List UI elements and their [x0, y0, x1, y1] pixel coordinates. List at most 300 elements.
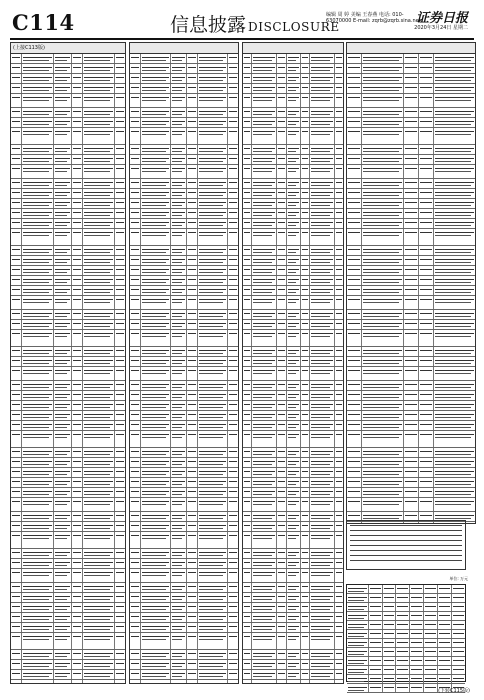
- table-cell: [198, 320, 228, 329]
- table-cell: [198, 613, 228, 622]
- table-cell: [347, 478, 362, 487]
- table-cell: [171, 229, 188, 245]
- table-row: [347, 330, 475, 347]
- table-row: [130, 64, 238, 74]
- table-cell: [347, 421, 362, 430]
- table-cell: [22, 256, 54, 265]
- table-cell: [419, 199, 434, 208]
- table-cell: [171, 367, 188, 380]
- table-cell: [252, 296, 277, 309]
- table-cell: [301, 64, 310, 73]
- table-cell: [310, 256, 335, 265]
- table-cell: [54, 522, 71, 531]
- table-cell: [310, 229, 335, 245]
- table-cell: [252, 613, 277, 622]
- table-cell: [383, 630, 397, 638]
- table-row: [243, 660, 343, 670]
- table-cell: [243, 633, 252, 649]
- table-cell: [11, 559, 22, 568]
- table-cell: [130, 108, 141, 117]
- table-row: [243, 381, 343, 391]
- table-cell: [335, 603, 343, 612]
- table-cell: [419, 246, 434, 255]
- table-cell: [404, 64, 419, 73]
- table-row: [11, 118, 125, 128]
- table-cell: [419, 64, 434, 73]
- table-cell: [310, 165, 335, 178]
- table-cell: [72, 266, 83, 275]
- table-cell: [130, 118, 141, 127]
- table-cell: [310, 155, 335, 164]
- table-row: [347, 54, 475, 64]
- table-cell: [54, 199, 71, 208]
- table-cell: [22, 603, 54, 612]
- table-cell: [198, 512, 228, 521]
- table-row: [243, 179, 343, 189]
- table-cell: [347, 639, 369, 647]
- table-cell: [141, 650, 171, 659]
- table-cell: [396, 657, 410, 665]
- table-cell: [22, 219, 54, 228]
- table-cell: [452, 594, 465, 602]
- table-cell: [243, 680, 252, 684]
- table-row: [347, 594, 465, 603]
- table-cell: [187, 84, 198, 93]
- table-cell: [335, 266, 343, 275]
- table-cell: [310, 189, 335, 198]
- table-cell: [228, 670, 238, 679]
- table-cell: [198, 559, 228, 568]
- table-row: [130, 583, 238, 593]
- table-cell: [83, 347, 115, 356]
- table-cell: [404, 74, 419, 83]
- table-row: [347, 381, 475, 391]
- table-cell: [22, 468, 54, 477]
- table-cell: [130, 54, 141, 63]
- table-cell: [347, 401, 362, 410]
- table-cell: [130, 229, 141, 245]
- table-cell: [252, 448, 277, 457]
- table-cell: [277, 583, 286, 592]
- table-cell: [347, 189, 362, 198]
- table-cell: [228, 179, 238, 188]
- table-row: [11, 532, 125, 549]
- table-row: [130, 229, 238, 246]
- table-cell: [419, 411, 434, 420]
- table-cell: [419, 458, 434, 467]
- table-cell: [369, 684, 383, 692]
- table-cell: [424, 657, 438, 665]
- table-cell: [335, 54, 343, 63]
- table-column-4: [346, 42, 476, 524]
- table-cell: [141, 256, 171, 265]
- table-cell: [130, 680, 141, 684]
- table-cell: [115, 296, 125, 309]
- table-cell: [404, 286, 419, 295]
- table-cell: [11, 431, 22, 447]
- table-cell: [54, 603, 71, 612]
- table-cell: [141, 347, 171, 356]
- table-cell: [252, 310, 277, 319]
- table-cell: [83, 613, 115, 622]
- table-cell: [347, 320, 362, 329]
- table-cell: [171, 633, 188, 649]
- table-cell: [11, 74, 22, 83]
- table-cell: [130, 94, 141, 107]
- table-cell: [277, 155, 286, 164]
- table-cell: [362, 401, 404, 410]
- table-cell: [130, 330, 141, 346]
- table-cell: [404, 296, 419, 309]
- table-cell: [362, 391, 404, 400]
- table-row: [11, 650, 125, 660]
- table-row: [243, 296, 343, 310]
- table-cell: [335, 219, 343, 228]
- table-row: [130, 478, 238, 488]
- table-cell: [335, 583, 343, 592]
- table-cell: [54, 411, 71, 420]
- table-cell: [115, 583, 125, 592]
- table-row: [130, 199, 238, 209]
- table-cell: [130, 347, 141, 356]
- table-cell: [310, 246, 335, 255]
- table-cell: [310, 74, 335, 83]
- table-cell: [310, 498, 335, 511]
- table-cell: [347, 128, 362, 144]
- table-cell: [22, 549, 54, 558]
- table-cell: [130, 421, 141, 430]
- table-cell: [130, 660, 141, 669]
- table-cell: [228, 411, 238, 420]
- table-cell: [228, 391, 238, 400]
- table-cell: [54, 401, 71, 410]
- table-cell: [243, 458, 252, 467]
- newspaper-logo: 证券日报: [415, 11, 468, 26]
- table-row: [130, 256, 238, 266]
- table-cell: [22, 680, 54, 684]
- table-cell: [72, 330, 83, 346]
- table-cell: [228, 448, 238, 457]
- table-cell: [72, 532, 83, 548]
- table-cell: [198, 108, 228, 117]
- table-cell: [301, 347, 310, 356]
- table-cell: [130, 199, 141, 208]
- table-cell: [434, 219, 475, 228]
- table-cell: [171, 569, 188, 582]
- table-cell: [83, 286, 115, 295]
- table-cell: [171, 165, 188, 178]
- table-row: [347, 266, 475, 276]
- table-cell: [419, 431, 434, 447]
- table-cell: [171, 54, 188, 63]
- table-cell: [335, 421, 343, 430]
- table-cell: [22, 108, 54, 117]
- table-cell: [11, 603, 22, 612]
- table-cell: [301, 296, 310, 309]
- table-cell: [72, 401, 83, 410]
- table-cell: [424, 648, 438, 656]
- table-cell: [434, 381, 475, 390]
- table-cell: [243, 189, 252, 198]
- table-cell: [404, 468, 419, 477]
- table-cell: [252, 179, 277, 188]
- table-cell: [171, 128, 188, 144]
- table-cell: [243, 276, 252, 285]
- table-cell: [141, 549, 171, 558]
- table-cell: [252, 84, 277, 93]
- table-row: [243, 118, 343, 128]
- table-row: [130, 108, 238, 118]
- table-row: [11, 128, 125, 145]
- table-row: [347, 468, 475, 478]
- table-cell: [369, 639, 383, 647]
- table-cell: [277, 367, 286, 380]
- table-cell: [419, 118, 434, 127]
- table-row: [11, 74, 125, 84]
- table-cell: [335, 680, 343, 684]
- table-row: [347, 246, 475, 256]
- table-cell: [277, 310, 286, 319]
- table-row: [11, 613, 125, 623]
- table-cell: [11, 498, 22, 511]
- table-row: [243, 670, 343, 680]
- table-cell: [347, 179, 362, 188]
- table-cell: [335, 532, 343, 548]
- table-cell: [252, 347, 277, 356]
- table-cell: [301, 286, 310, 295]
- table-cell: [115, 468, 125, 477]
- table-cell: [171, 155, 188, 164]
- table-cell: [404, 145, 419, 154]
- table-cell: [22, 296, 54, 309]
- table-cell: [362, 458, 404, 467]
- table-cell: [301, 633, 310, 649]
- table-cell: [171, 549, 188, 558]
- table-cell: [228, 165, 238, 178]
- table-cell: [434, 155, 475, 164]
- table-cell: [22, 179, 54, 188]
- table-cell: [22, 330, 54, 346]
- table-row: [130, 391, 238, 401]
- table-cell: [277, 660, 286, 669]
- table-cell: [434, 276, 475, 285]
- table-cell: [362, 411, 404, 420]
- table-cell: [410, 657, 424, 665]
- table-cell: [171, 108, 188, 117]
- table-cell: [301, 613, 310, 622]
- table-cell: [22, 583, 54, 592]
- table-cell: [171, 199, 188, 208]
- table-cell: [11, 155, 22, 164]
- table-cell: [130, 357, 141, 366]
- table-row: [243, 401, 343, 411]
- table-cell: [243, 179, 252, 188]
- table-cell: [287, 128, 301, 144]
- table-cell: [11, 549, 22, 558]
- table-row: [347, 256, 475, 266]
- table-cell: [362, 367, 404, 380]
- table-cell: [243, 246, 252, 255]
- table-cell: [130, 670, 141, 679]
- table-cell: [252, 94, 277, 107]
- table-cell: [228, 633, 238, 649]
- table-cell: [277, 680, 286, 684]
- table-row: [347, 431, 475, 448]
- table-cell: [115, 189, 125, 198]
- table-cell: [335, 74, 343, 83]
- table-cell: [335, 357, 343, 366]
- table-cell: [277, 569, 286, 582]
- table-cell: [277, 421, 286, 430]
- table-cell: [72, 670, 83, 679]
- table-cell: [130, 522, 141, 531]
- table-cell: [347, 108, 362, 117]
- table-cell: [228, 266, 238, 275]
- table-cell: [252, 458, 277, 467]
- table-cell: [54, 108, 71, 117]
- table-row: [130, 330, 238, 347]
- table-cell: [419, 391, 434, 400]
- table-cell: [419, 401, 434, 410]
- table-cell: [252, 488, 277, 497]
- table-cell: [54, 128, 71, 144]
- table-row: [11, 458, 125, 468]
- table-cell: [410, 666, 424, 674]
- table-cell: [347, 165, 362, 178]
- table-cell: [228, 118, 238, 127]
- table-cell: [452, 657, 465, 665]
- table-cell: [419, 367, 434, 380]
- table-cell: [187, 478, 198, 487]
- table-cell: [277, 670, 286, 679]
- table-cell: [243, 613, 252, 622]
- table-row: [130, 633, 238, 650]
- table-row: [130, 549, 238, 559]
- table-cell: [141, 54, 171, 63]
- table-cell: [72, 421, 83, 430]
- table-cell: [434, 118, 475, 127]
- table-row: [130, 219, 238, 229]
- table-cell: [115, 199, 125, 208]
- table-cell: [243, 155, 252, 164]
- table-cell: [72, 512, 83, 521]
- table-cell: [419, 145, 434, 154]
- table-cell: [252, 660, 277, 669]
- table-cell: [287, 54, 301, 63]
- table-cell: [347, 411, 362, 420]
- table-cell: [72, 569, 83, 582]
- table-cell: [187, 367, 198, 380]
- table-cell: [301, 266, 310, 275]
- table-cell: [301, 246, 310, 255]
- table-cell: [11, 54, 22, 63]
- table-row: [347, 145, 475, 155]
- table-cell: [11, 468, 22, 477]
- table-cell: [83, 522, 115, 531]
- table-cell: [198, 411, 228, 420]
- table-row: [347, 657, 465, 666]
- table-cell: [434, 246, 475, 255]
- table-cell: [252, 583, 277, 592]
- table-cell: [54, 219, 71, 228]
- table-cell: [277, 165, 286, 178]
- table-cell: [287, 512, 301, 521]
- table-cell: [404, 189, 419, 198]
- table-cell: [419, 108, 434, 117]
- table-row: [11, 583, 125, 593]
- table-cell: [11, 145, 22, 154]
- table-row: [243, 593, 343, 603]
- table-row: [130, 320, 238, 330]
- table-cell: [187, 118, 198, 127]
- table-cell: [410, 648, 424, 656]
- table-cell: [141, 569, 171, 582]
- table-cell: [22, 478, 54, 487]
- table-cell: [287, 367, 301, 380]
- table-cell: [252, 532, 277, 548]
- table-cell: [438, 594, 452, 602]
- table-cell: [141, 179, 171, 188]
- table-cell: [83, 266, 115, 275]
- table-cell: [115, 421, 125, 430]
- table-cell: [228, 286, 238, 295]
- table-cell: [130, 468, 141, 477]
- table-cell: [228, 421, 238, 430]
- table-cell: [72, 179, 83, 188]
- table-row: [130, 165, 238, 179]
- table-cell: [198, 603, 228, 612]
- table-cell: [22, 522, 54, 531]
- table-cell: [310, 347, 335, 356]
- table-cell: [198, 357, 228, 366]
- table-row: [243, 468, 343, 478]
- table-cell: [424, 585, 438, 593]
- table-cell: [130, 74, 141, 83]
- table-cell: [54, 145, 71, 154]
- table-cell: [434, 478, 475, 487]
- table-cell: [141, 286, 171, 295]
- table-cell: [198, 229, 228, 245]
- table-cell: [404, 199, 419, 208]
- table-cell: [369, 603, 383, 611]
- table-cell: [369, 675, 383, 683]
- table-cell: [198, 266, 228, 275]
- table-cell: [141, 189, 171, 198]
- table-cell: [362, 155, 404, 164]
- table-cell: [198, 431, 228, 447]
- table-cell: [171, 468, 188, 477]
- table-cell: [130, 155, 141, 164]
- table-cell: [198, 401, 228, 410]
- table-cell: [228, 569, 238, 582]
- table-cell: [335, 401, 343, 410]
- table-cell: [115, 94, 125, 107]
- table-cell: [187, 660, 198, 669]
- table-cell: [83, 468, 115, 477]
- table-cell: [198, 522, 228, 531]
- table-cell: [11, 347, 22, 356]
- table-cell: [396, 585, 410, 593]
- table-cell: [171, 310, 188, 319]
- table-row: [11, 347, 125, 357]
- table-cell: [187, 603, 198, 612]
- table-cell: [310, 118, 335, 127]
- table-cell: [141, 74, 171, 83]
- table-cell: [335, 411, 343, 420]
- table-cell: [277, 219, 286, 228]
- table-cell: [243, 145, 252, 154]
- table-row: [11, 512, 125, 522]
